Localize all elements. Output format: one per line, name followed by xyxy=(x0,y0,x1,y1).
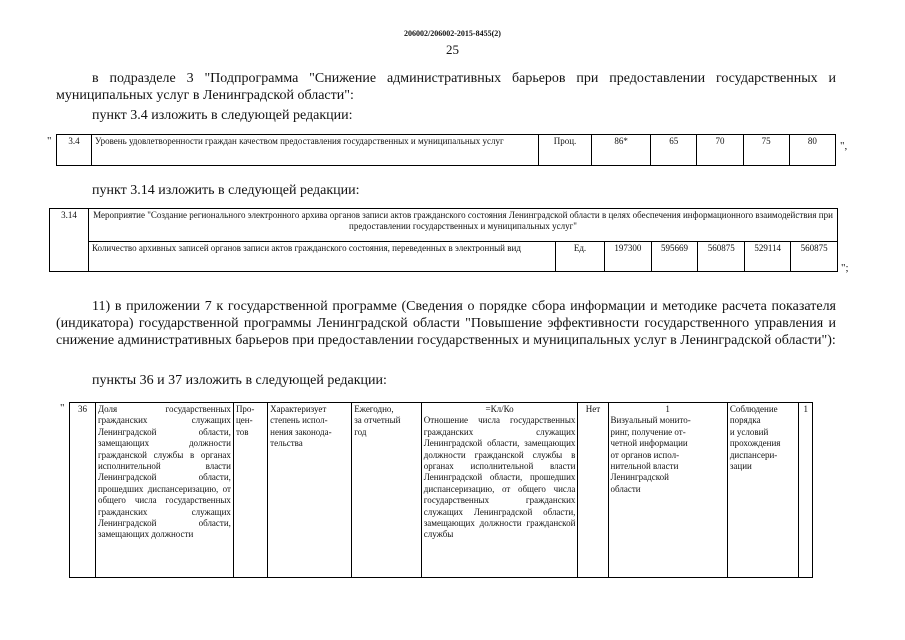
value-cell: 86* xyxy=(592,135,651,166)
value-cell: 70 xyxy=(697,135,743,166)
close-quote: "; xyxy=(841,262,849,274)
paragraph-point-3-14: пункт 3.14 изложить в следующей редакции: xyxy=(92,183,360,198)
value-cell: 197300 xyxy=(605,242,652,272)
value-cell: 75 xyxy=(743,135,789,166)
unit: Ед. xyxy=(556,242,605,272)
paragraph-subsection-3: в подразделе 3 "Подпрограмма "Снижение административных барьеров при предоставлении государственных и муниципальных услуг в Ленинградской области": xyxy=(56,71,836,103)
unit: Проц. xyxy=(539,135,592,166)
paragraph-point-3-4: пункт 3.4 изложить в следующей редакции: xyxy=(92,108,353,123)
table-point-3-4 xyxy=(56,134,836,166)
paragraph-points-36-37: пункты 36 и 37 изложить в следующей редакции: xyxy=(92,373,387,388)
open-quote: " xyxy=(47,135,52,147)
unit: Про- цен- тов xyxy=(233,403,267,578)
paragraph-appendix-7: 11) в приложении 7 к государственной программе (Сведения о порядке сбора информации и методике расчета показателя (индикатора) государственной программы Ленинградской области "Повышение эффективности государственного управления и снижение административных барьеров при предоставлении государственных и муниципальных услуг в Ленинградской области"): xyxy=(56,299,836,348)
flag: Нет xyxy=(578,403,608,578)
table-point-3-14 xyxy=(49,208,838,272)
period: Ежегодно, за отчетный год xyxy=(352,403,422,578)
value-cell: 560875 xyxy=(791,242,838,272)
row-number: 36 xyxy=(70,403,96,578)
characteristic: Характеризует степень испол- нения законода- тельства xyxy=(268,403,352,578)
value-cell: 529114 xyxy=(745,242,791,272)
data-source: 1 Визуальный монито- ринг, получение от- четной информации от органов испол- нительной власти Ленинградской области xyxy=(608,403,727,578)
indicator-description: Количество архивных записей органов записи актов гражданского состояния, переведенных в электронный вид xyxy=(89,242,556,272)
indicator-description: Уровень удовлетворенности граждан качеством предоставления государственных и муниципальных услуг xyxy=(92,135,539,166)
value-cell: 65 xyxy=(651,135,697,166)
value-cell: 80 xyxy=(789,135,835,166)
event-title: Мероприятие "Создание регионального электронного архива органов записи актов гражданского состояния Ленинградской области в целях обеспечения информационного взаимодействия при предоставлении государственных и муниципальных услуг" xyxy=(89,209,838,242)
row-number: 3.4 xyxy=(57,135,92,166)
open-quote: " xyxy=(60,402,65,414)
document-id: 206002/206002-2015-8455(2) xyxy=(404,29,501,38)
calculation-method: =Кл/Ко Отношение числа государственных гражданских служащих Ленинградской области, замещающих должности гражданской службы в органах исполнительной власти Ленинградской области, прошедших диспансеризацию, от общего числа государственных гражданских служащих Ленинградской области, замещающих должности гражданской службы xyxy=(421,403,578,578)
last-column: 1 xyxy=(799,403,813,578)
value-cell: 560875 xyxy=(698,242,745,272)
close-quote: ", xyxy=(840,140,848,152)
page-number: 25 xyxy=(446,42,459,57)
table-point-36 xyxy=(69,402,813,578)
compliance: Соблюдение порядка и условий прохождения диспансери- зации xyxy=(727,403,799,578)
row-number: 3.14 xyxy=(50,209,89,272)
indicator-name: Доля государственных гражданских служащих Ленинградской области, замещающих должности гражданской службы в органах исполнительной власти Ленинградской области, прошедших диспансеризацию, от общего числа государственных гражданских служащих Ленинградской области, замещающих должности xyxy=(95,403,233,578)
value-cell: 595669 xyxy=(651,242,698,272)
